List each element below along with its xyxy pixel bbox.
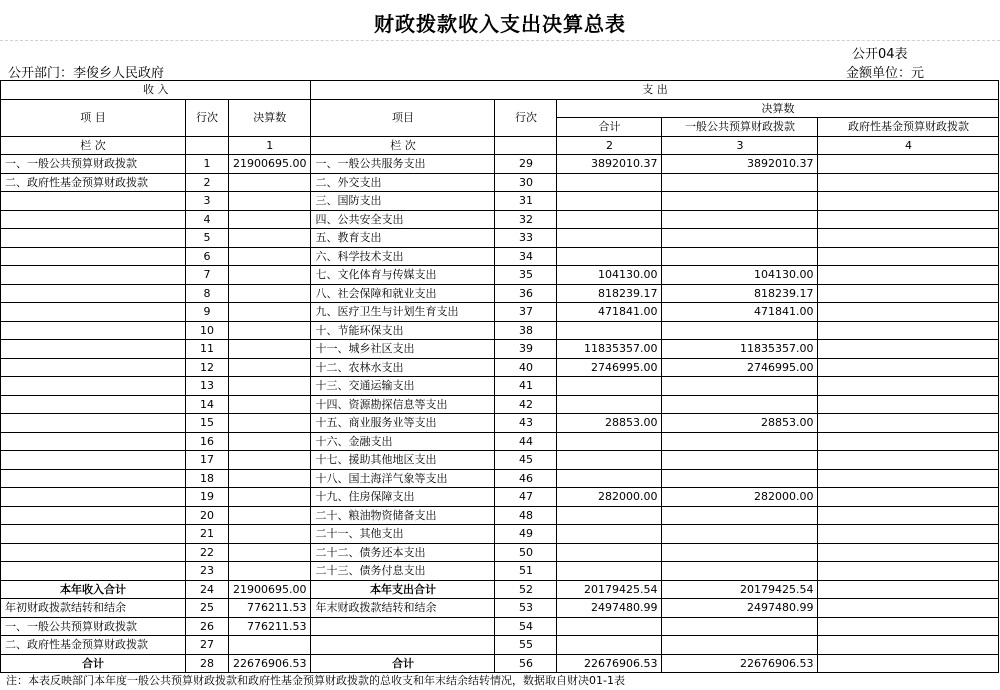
income-item-cell	[1, 321, 186, 340]
income-rowno-cell: 26	[186, 617, 229, 636]
expense-item-cell: 十五、商业服务业等支出	[311, 414, 495, 433]
expense-total-cell: 11835357.00	[557, 340, 662, 359]
expense-fund-cell	[818, 451, 999, 470]
expense-general-cell	[662, 525, 818, 544]
expense-total-cell	[557, 562, 662, 581]
income-item-cell	[1, 192, 186, 211]
income-item-cell	[1, 414, 186, 433]
expense-fund-cell	[818, 599, 999, 618]
income-item-cell: 本年收入合计	[1, 580, 186, 599]
sheet-gridline	[0, 40, 1000, 41]
income-item-cell	[1, 266, 186, 285]
expense-rowno-cell: 43	[495, 414, 557, 433]
expense-total-cell: 818239.17	[557, 284, 662, 303]
expense-total-cell: 2746995.00	[557, 358, 662, 377]
income-amount-cell	[229, 358, 311, 377]
expense-general-cell: 818239.17	[662, 284, 818, 303]
expense-general-cell	[662, 395, 818, 414]
expense-rowno-cell: 50	[495, 543, 557, 562]
lanci-label-2: 栏 次	[311, 136, 495, 155]
expense-general-cell	[662, 469, 818, 488]
expense-general-cell: 28853.00	[662, 414, 818, 433]
income-item-cell	[1, 525, 186, 544]
expense-general-cell	[662, 636, 818, 655]
income-amount-cell	[229, 488, 311, 507]
income-item-cell	[1, 562, 186, 581]
expense-fund-cell	[818, 303, 999, 322]
table-row	[1, 469, 999, 488]
expense-rowno-cell: 54	[495, 617, 557, 636]
expense-fund-cell	[818, 543, 999, 562]
income-amount-cell	[229, 303, 311, 322]
income-rowno-cell: 17	[186, 451, 229, 470]
table-row	[1, 395, 999, 414]
expense-fund-cell	[818, 488, 999, 507]
footnote: 注：本表反映部门本年度一般公共预算财政拨款和政府性基金预算财政拨款的总收支和年末结余结转情况，数据取自财决01-1表	[6, 674, 625, 687]
expense-rowno-cell: 45	[495, 451, 557, 470]
income-item-cell: 年初财政拨款结转和结余	[1, 599, 186, 618]
income-amount-cell: 21900695.00	[229, 155, 311, 174]
table-row	[1, 358, 999, 377]
table-row	[1, 580, 999, 599]
income-rowno-cell: 18	[186, 469, 229, 488]
income-item-cell	[1, 284, 186, 303]
expense-general-cell	[662, 506, 818, 525]
expense-fund-cell	[818, 173, 999, 192]
expense-general-cell	[662, 321, 818, 340]
income-rowno-cell: 27	[186, 636, 229, 655]
table-row	[1, 636, 999, 655]
expense-total-cell	[557, 617, 662, 636]
expense-rowno-cell: 31	[495, 192, 557, 211]
expense-rowno-cell: 29	[495, 155, 557, 174]
expense-item-cell: 十九、住房保障支出	[311, 488, 495, 507]
expense-rowno-cell: 56	[495, 654, 557, 673]
expense-total-cell: 28853.00	[557, 414, 662, 433]
expense-general-cell: 2497480.99	[662, 599, 818, 618]
income-rowno-cell: 25	[186, 599, 229, 618]
table-row	[1, 266, 999, 285]
table-row	[1, 432, 999, 451]
expense-general-cell: 3892010.37	[662, 155, 818, 174]
expense-item-cell	[311, 617, 495, 636]
expense-header: 支 出	[311, 81, 999, 100]
expense-rowno-cell: 46	[495, 469, 557, 488]
total-header: 合计	[557, 118, 662, 137]
expense-rowno-cell: 55	[495, 636, 557, 655]
expense-general-cell	[662, 432, 818, 451]
expense-item-cell	[311, 636, 495, 655]
income-item-cell	[1, 303, 186, 322]
col-index-1: 1	[229, 136, 311, 155]
income-rowno-cell: 5	[186, 229, 229, 248]
table-row	[1, 173, 999, 192]
expense-fund-cell	[818, 562, 999, 581]
income-amount-cell	[229, 506, 311, 525]
expense-total-cell: 2497480.99	[557, 599, 662, 618]
expense-rowno-cell: 53	[495, 599, 557, 618]
income-item-header: 项 目	[1, 99, 186, 136]
col-index-4: 4	[818, 136, 999, 155]
expense-rowno-cell: 39	[495, 340, 557, 359]
expense-fund-cell	[818, 229, 999, 248]
expense-fund-cell	[818, 321, 999, 340]
expense-rowno-cell: 32	[495, 210, 557, 229]
expense-rowno-cell: 52	[495, 580, 557, 599]
income-rowno-cell: 13	[186, 377, 229, 396]
expense-fund-cell	[818, 210, 999, 229]
expense-rowno-cell: 40	[495, 358, 557, 377]
income-item-cell: 一、一般公共预算财政拨款	[1, 617, 186, 636]
income-item-cell	[1, 488, 186, 507]
income-item-cell: 二、政府性基金预算财政拨款	[1, 173, 186, 192]
expense-total-cell	[557, 432, 662, 451]
expense-total-cell: 104130.00	[557, 266, 662, 285]
amount-unit: 金额单位：元	[846, 66, 925, 81]
expense-total-cell	[557, 395, 662, 414]
expense-item-cell: 二十、粮油物资储备支出	[311, 506, 495, 525]
expense-general-cell	[662, 210, 818, 229]
expense-general-cell	[662, 229, 818, 248]
table-row	[1, 340, 999, 359]
income-item-cell	[1, 358, 186, 377]
expense-item-cell: 七、文化体育与传媒支出	[311, 266, 495, 285]
income-amount-cell	[229, 192, 311, 211]
income-amount-cell	[229, 321, 311, 340]
expense-fund-cell	[818, 525, 999, 544]
expense-item-cell: 十二、农林水支出	[311, 358, 495, 377]
expense-item-cell: 二十二、债务还本支出	[311, 543, 495, 562]
expense-total-cell	[557, 210, 662, 229]
income-amount-cell	[229, 377, 311, 396]
expense-fund-cell	[818, 469, 999, 488]
expense-item-cell: 十、节能环保支出	[311, 321, 495, 340]
income-amount-cell	[229, 636, 311, 655]
income-rowno-cell: 12	[186, 358, 229, 377]
expense-general-cell	[662, 543, 818, 562]
income-amount-cell: 21900695.00	[229, 580, 311, 599]
table-row	[1, 229, 999, 248]
expense-total-cell	[557, 525, 662, 544]
expense-total-cell	[557, 247, 662, 266]
income-rowno-cell: 11	[186, 340, 229, 359]
expense-fund-cell	[818, 654, 999, 673]
empty-cell	[186, 136, 229, 155]
expense-general-cell	[662, 617, 818, 636]
income-amount-cell	[229, 469, 311, 488]
income-amount-cell: 22676906.53	[229, 654, 311, 673]
income-rowno-cell: 28	[186, 654, 229, 673]
income-rowno-cell: 6	[186, 247, 229, 266]
income-rowno-cell: 7	[186, 266, 229, 285]
income-rowno-cell: 1	[186, 155, 229, 174]
expense-rowno-cell: 38	[495, 321, 557, 340]
income-item-cell	[1, 229, 186, 248]
table-row	[1, 562, 999, 581]
income-header: 收 入	[1, 81, 311, 100]
expense-total-cell	[557, 173, 662, 192]
expense-item-cell: 一、一般公共服务支出	[311, 155, 495, 174]
income-item-cell	[1, 247, 186, 266]
table-row	[1, 377, 999, 396]
table-row	[1, 284, 999, 303]
col-index-3: 3	[662, 136, 818, 155]
expense-item-cell: 年末财政拨款结转和结余	[311, 599, 495, 618]
expense-rowno-cell: 47	[495, 488, 557, 507]
income-rowno-cell: 20	[186, 506, 229, 525]
expense-fund-cell	[818, 395, 999, 414]
expense-general-cell	[662, 377, 818, 396]
expense-fund-cell	[818, 506, 999, 525]
table-row	[1, 303, 999, 322]
income-amount-cell	[229, 562, 311, 581]
income-item-cell	[1, 432, 186, 451]
table-row	[1, 192, 999, 211]
expense-item-cell: 十七、援助其他地区支出	[311, 451, 495, 470]
expense-total-cell	[557, 451, 662, 470]
expense-item-cell: 五、教育支出	[311, 229, 495, 248]
income-rowno-cell: 9	[186, 303, 229, 322]
expense-total-cell: 471841.00	[557, 303, 662, 322]
table-row	[1, 155, 999, 174]
income-rowno-cell: 24	[186, 580, 229, 599]
expense-fund-cell	[818, 192, 999, 211]
table-row	[1, 617, 999, 636]
income-rowno-cell: 2	[186, 173, 229, 192]
expense-rowno-cell: 44	[495, 432, 557, 451]
expense-general-cell	[662, 192, 818, 211]
income-amount-cell	[229, 395, 311, 414]
expense-rowno-cell: 36	[495, 284, 557, 303]
expense-item-cell: 十八、国土海洋气象等支出	[311, 469, 495, 488]
expense-item-header: 项目	[311, 99, 495, 136]
expense-fund-cell	[818, 358, 999, 377]
expense-amount-header: 决算数	[557, 99, 999, 118]
income-rowno-cell: 21	[186, 525, 229, 544]
income-rowno-cell: 16	[186, 432, 229, 451]
expense-general-cell	[662, 451, 818, 470]
expense-fund-cell	[818, 377, 999, 396]
expense-rowno-cell: 35	[495, 266, 557, 285]
fund-header: 政府性基金预算财政拨款	[818, 118, 999, 137]
table-row	[1, 451, 999, 470]
income-amount-cell	[229, 247, 311, 266]
income-amount-cell	[229, 432, 311, 451]
expense-fund-cell	[818, 636, 999, 655]
income-amount-cell	[229, 543, 311, 562]
income-rowno-cell: 10	[186, 321, 229, 340]
table-row	[1, 210, 999, 229]
income-amount-cell	[229, 210, 311, 229]
expense-total-cell	[557, 377, 662, 396]
expense-general-cell: 471841.00	[662, 303, 818, 322]
expense-rowno-header: 行次	[495, 99, 557, 136]
expense-item-cell: 二十三、债务付息支出	[311, 562, 495, 581]
expense-total-cell	[557, 321, 662, 340]
income-amount-cell	[229, 451, 311, 470]
income-item-cell	[1, 506, 186, 525]
expense-item-cell: 八、社会保障和就业支出	[311, 284, 495, 303]
expense-general-cell: 20179425.54	[662, 580, 818, 599]
expense-rowno-cell: 34	[495, 247, 557, 266]
expense-fund-cell	[818, 432, 999, 451]
income-rowno-cell: 22	[186, 543, 229, 562]
table-row	[1, 543, 999, 562]
expense-fund-cell	[818, 247, 999, 266]
table-row	[1, 488, 999, 507]
expense-rowno-cell: 42	[495, 395, 557, 414]
expense-rowno-cell: 48	[495, 506, 557, 525]
income-rowno-cell: 8	[186, 284, 229, 303]
income-rowno-cell: 3	[186, 192, 229, 211]
expense-general-cell: 22676906.53	[662, 654, 818, 673]
expense-item-cell: 四、公共安全支出	[311, 210, 495, 229]
expense-total-cell	[557, 229, 662, 248]
expense-fund-cell	[818, 580, 999, 599]
income-rowno-cell: 14	[186, 395, 229, 414]
income-amount-cell: 776211.53	[229, 617, 311, 636]
expense-total-cell: 282000.00	[557, 488, 662, 507]
report-title: 财政拨款收入支出决算总表	[374, 12, 626, 36]
income-item-cell	[1, 469, 186, 488]
expense-item-cell: 十一、城乡社区支出	[311, 340, 495, 359]
income-item-cell	[1, 340, 186, 359]
table-row	[1, 599, 999, 618]
expense-general-cell	[662, 173, 818, 192]
expense-rowno-cell: 51	[495, 562, 557, 581]
income-rowno-cell: 23	[186, 562, 229, 581]
expense-item-cell: 十四、资源勘探信息等支出	[311, 395, 495, 414]
expense-total-cell	[557, 192, 662, 211]
budget-table	[0, 80, 999, 673]
income-amount-cell	[229, 266, 311, 285]
income-amount-cell	[229, 173, 311, 192]
income-amount-cell: 776211.53	[229, 599, 311, 618]
income-item-cell: 一、一般公共预算财政拨款	[1, 155, 186, 174]
table-row	[1, 414, 999, 433]
expense-total-cell	[557, 636, 662, 655]
income-item-cell	[1, 451, 186, 470]
table-row	[1, 247, 999, 266]
income-rowno-header: 行次	[186, 99, 229, 136]
general-header: 一般公共预算财政拨款	[662, 118, 818, 137]
expense-general-cell: 11835357.00	[662, 340, 818, 359]
expense-fund-cell	[818, 266, 999, 285]
income-item-cell: 二、政府性基金预算财政拨款	[1, 636, 186, 655]
expense-fund-cell	[818, 617, 999, 636]
expense-total-cell	[557, 469, 662, 488]
income-item-cell	[1, 395, 186, 414]
table-row	[1, 654, 999, 673]
lanci-label: 栏 次	[1, 136, 186, 155]
expense-total-cell: 3892010.37	[557, 155, 662, 174]
income-item-cell	[1, 210, 186, 229]
expense-total-cell	[557, 506, 662, 525]
income-item-cell	[1, 543, 186, 562]
expense-general-cell: 2746995.00	[662, 358, 818, 377]
expense-item-cell: 本年支出合计	[311, 580, 495, 599]
table-row	[1, 506, 999, 525]
department-label: 公开部门：李俊乡人民政府	[8, 66, 165, 81]
income-item-cell: 合计	[1, 654, 186, 673]
expense-rowno-cell: 33	[495, 229, 557, 248]
income-rowno-cell: 19	[186, 488, 229, 507]
income-amount-cell	[229, 284, 311, 303]
expense-item-cell: 六、科学技术支出	[311, 247, 495, 266]
expense-total-cell: 22676906.53	[557, 654, 662, 673]
expense-item-cell: 十三、交通运输支出	[311, 377, 495, 396]
expense-item-cell: 二十一、其他支出	[311, 525, 495, 544]
income-rowno-cell: 15	[186, 414, 229, 433]
expense-item-cell: 九、医疗卫生与计划生育支出	[311, 303, 495, 322]
expense-item-cell: 二、外交支出	[311, 173, 495, 192]
expense-fund-cell	[818, 284, 999, 303]
expense-rowno-cell: 37	[495, 303, 557, 322]
expense-fund-cell	[818, 340, 999, 359]
expense-general-cell	[662, 562, 818, 581]
form-number: 公开04表	[852, 47, 908, 62]
table-row	[1, 525, 999, 544]
expense-general-cell: 104130.00	[662, 266, 818, 285]
col-index-2: 2	[557, 136, 662, 155]
income-amount-header: 决算数	[229, 99, 311, 136]
income-amount-cell	[229, 414, 311, 433]
empty-cell	[495, 136, 557, 155]
expense-fund-cell	[818, 155, 999, 174]
income-rowno-cell: 4	[186, 210, 229, 229]
income-amount-cell	[229, 525, 311, 544]
table-row	[1, 321, 999, 340]
expense-total-cell: 20179425.54	[557, 580, 662, 599]
expense-rowno-cell: 49	[495, 525, 557, 544]
expense-item-cell: 十六、金融支出	[311, 432, 495, 451]
expense-item-cell: 三、国防支出	[311, 192, 495, 211]
expense-rowno-cell: 30	[495, 173, 557, 192]
income-amount-cell	[229, 340, 311, 359]
expense-fund-cell	[818, 414, 999, 433]
expense-rowno-cell: 41	[495, 377, 557, 396]
income-amount-cell	[229, 229, 311, 248]
expense-item-cell: 合计	[311, 654, 495, 673]
expense-total-cell	[557, 543, 662, 562]
expense-general-cell: 282000.00	[662, 488, 818, 507]
income-item-cell	[1, 377, 186, 396]
expense-general-cell	[662, 247, 818, 266]
